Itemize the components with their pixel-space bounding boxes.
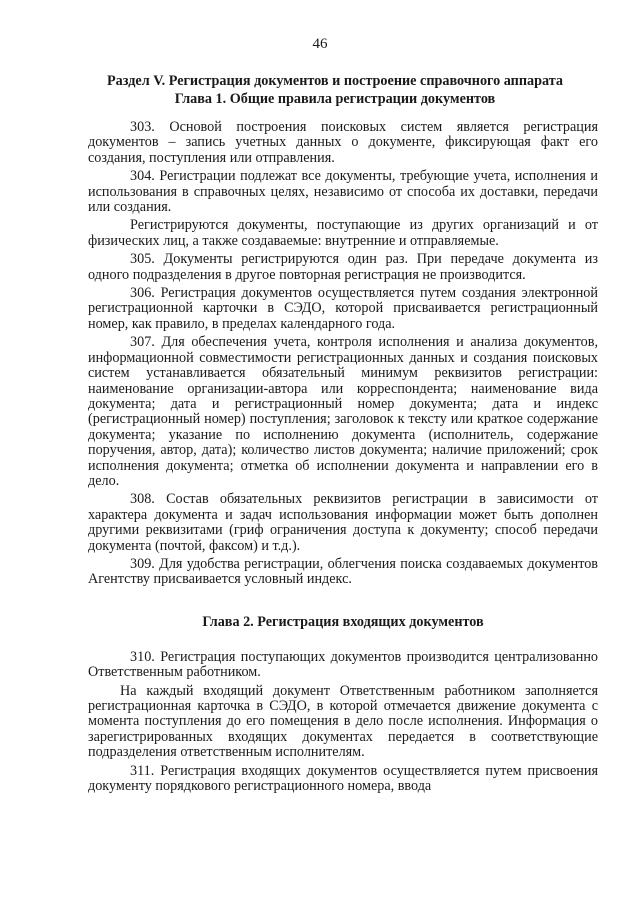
paragraph-309: 309. Для удобства регистрации, облегчения поиска создаваемых документов Агентству присваивается условный индекс. [88,555,598,588]
body-text [88,120,598,797]
page-number: 46 [312,36,328,52]
paragraph-311: 311. Регистрация входящих документов осуществляется путем присвоения документу порядкового регистрационного номера, ввода [88,762,598,795]
paragraph-305: 305. Документы регистрируются один раз. При передаче документа из одного подразделения в другое повторная регистрация не производится. [88,251,598,283]
paragraph-310-cont: На каждый входящий документ Ответственным работником заполняется регистрационная карточка в СЭДО, в которой отмечается движение документа с момента поступления до его помещения в дело после исполнения. Информация о зарегистрированных входящих документах передается в соответствующие подразделения ответственным исполнителям. [88,682,598,761]
paragraph-308: 308. Состав обязательных реквизитов регистрации в зависимости от характера документа и задач использования информации может быть дополнен другими реквизитами (гриф ограничения доступа к документу; способ передачи документа (почтой, факсом) и т.д.). [88,491,598,554]
paragraph-304: 304. Регистрации подлежат все документы, требующие учета, исполнения и использования в справочных целях, независимо от способа их доставки, передачи или создания. [88,168,598,216]
headings [70,72,600,108]
chapter2-title: Глава 2. Регистрация входящих документов [202,613,484,630]
chapter1-title: Глава 1. Общие правила регистрации документов [174,91,496,107]
section-title: Раздел V. Регистрация документов и построение справочного аппарата [107,73,563,89]
paragraph-304-cont: Регистрируются документы, поступающие из других организаций и от физических лиц, а также создаваемые: внутренние и отправляемые. [88,217,598,249]
paragraph-307: 307. Для обеспечения учета, контроля исполнения и анализа документов, информационной совместимости регистрационных данных и создания поисковых систем устанавливается обязательный минимум реквизитов регистрации: наименование организации-автора или корреспондента; наименование вида документа; дата и регистрационный номер документа; дата и индекс (регистрационный номер) поступления; заголовок к тексту или краткое содержание документа; указание по исполнению документа (исполнитель, содержание поручения, автор, дата); количество листов документа; наличие приложений; срок исполнения документа; отметка об исполнении документа и направлении его в дело. [88,334,598,489]
paragraph-306: 306. Регистрация документов осуществляется путем создания электронной регистрационной карточки в СЭДО, которой присваивается регистрационный номер, как правило, в пределах календарного года. [88,285,598,332]
paragraph-310: 310. Регистрация поступающих документов производится централизованно Ответственным работником. [88,648,598,681]
paragraph-303: 303. Основой построения поисковых систем является регистрация документов – запись учетных данных о документе, фиксирующая факт его создания, поступления или отправления. [88,119,598,166]
